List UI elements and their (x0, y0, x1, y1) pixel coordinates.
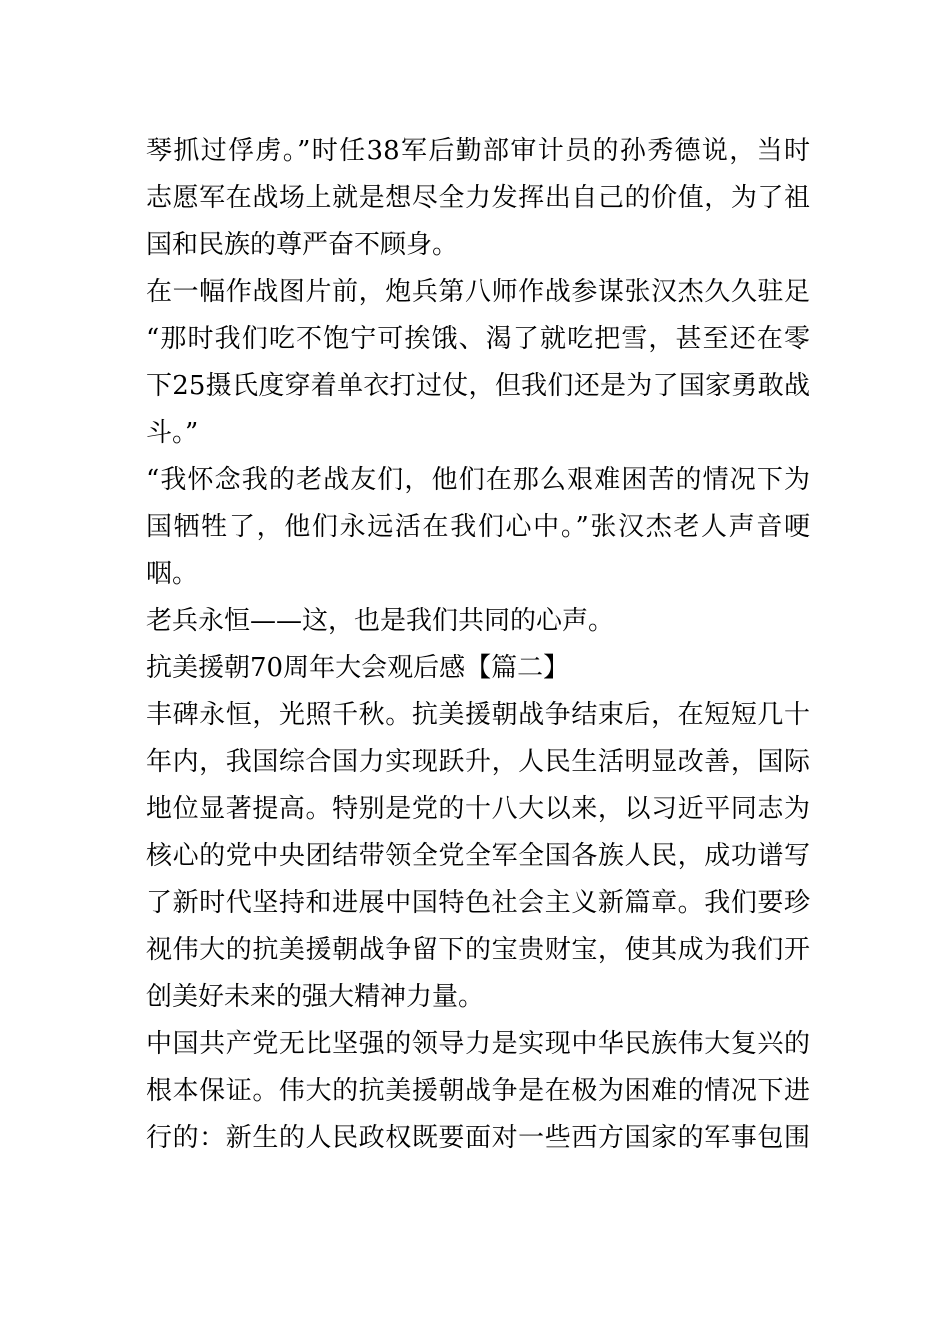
text-line: 老兵永恒——这，也是我们共同的心声。 (146, 606, 615, 636)
text-line: “那时我们吃不饱宁可挨饿、渴了就吃把雪，甚至还在零 (146, 324, 810, 354)
document-body (146, 128, 810, 1162)
text-line: 国牺牲了，他们永远活在我们心中。”张汉杰老人声音哽 (146, 512, 810, 542)
text-line: “我怀念我的老战友们，他们在那么艰难困苦的情况下为 (146, 465, 810, 495)
text-line: 下25摄氏度穿着单衣打过仗，但我们还是为了国家勇敢战 (146, 371, 810, 401)
text-line: 年内，我国综合国力实现跃升，人民生活明显改善，国际 (146, 747, 810, 777)
text-line: 根本保证。伟大的抗美援朝战争是在极为困难的情况下进 (146, 1076, 810, 1106)
text-line: 行的：新生的人民政权既要面对一些西方国家的军事包围 (146, 1123, 810, 1153)
text-line: 丰碑永恒，光照千秋。抗美援朝战争结束后，在短短几十 (146, 700, 810, 730)
text-line: 了新时代坚持和进展中国特色社会主义新篇章。我们要珍 (146, 888, 810, 918)
text-line: 咽。 (146, 559, 199, 589)
text-line: 核心的党中央团结带领全党全军全国各族人民，成功谱写 (146, 841, 810, 871)
text-line: 志愿军在战场上就是想尽全力发挥出自己的价值，为了祖 (146, 183, 810, 213)
section-heading: 抗美援朝70周年大会观后感【篇二】 (146, 653, 570, 683)
text-line: 视伟大的抗美援朝战争留下的宝贵财宝，使其成为我们开 (146, 935, 810, 965)
text-line: 地位显著提高。特别是党的十八大以来，以习近平同志为 (146, 794, 810, 824)
text-line: 中国共产党无比坚强的领导力是实现中华民族伟大复兴的 (146, 1029, 810, 1059)
text-line: 创美好未来的强大精神力量。 (146, 982, 485, 1012)
text-line: 斗。” (146, 418, 199, 448)
text-line: 琴抓过俘虏。”时任38军后勤部审计员的孙秀德说，当时 (146, 136, 810, 166)
text-line: 国和民族的尊严奋不顾身。 (146, 230, 459, 260)
text-line: 在一幅作战图片前，炮兵第八师作战参谋张汉杰久久驻足 (146, 277, 810, 307)
